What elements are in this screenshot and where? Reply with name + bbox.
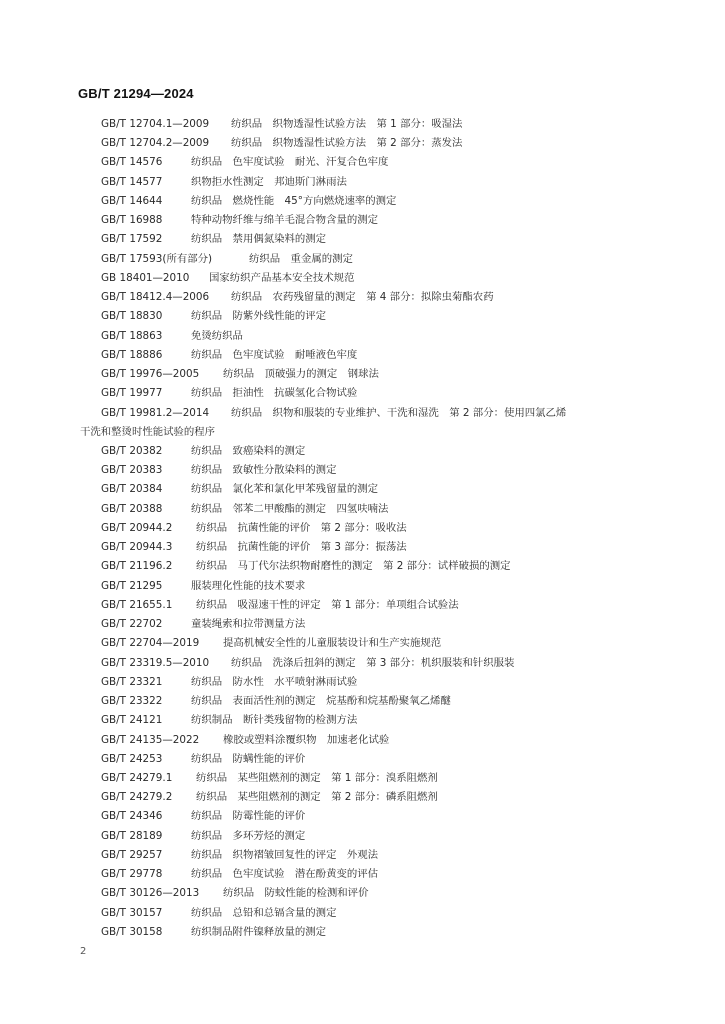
document-code-header: GB/T 21294—2024: [78, 86, 194, 101]
reference-title: 纺织品 抗菌性能的评价 第 3 部分：振荡法: [196, 541, 407, 554]
reference-title: 纺织制品附件镍释放量的测定: [191, 925, 327, 938]
reference-title: 提高机械安全性的儿童服装设计和生产实施规范: [223, 637, 442, 650]
reference-title: 纺织品 多环芳烃的测定: [191, 829, 306, 842]
reference-code: GB/T 12704.1—2009: [101, 118, 210, 130]
reference-code: GB/T 28189: [101, 829, 163, 842]
reference-code: GB/T 30158: [101, 925, 163, 938]
reference-title: 纺织品 洗涤后扭斜的测定 第 3 部分：机织服装和针织服装: [231, 656, 515, 669]
reference-code: GB/T 24279.1: [101, 771, 173, 784]
reference-item: [0, 384, 725, 403]
reference-title: 童装绳索和拉带测量方法: [191, 618, 306, 631]
reference-title: 织物拒水性测定 邦迪斯门淋雨法: [191, 175, 347, 188]
reference-code: GB/T 19981.2—2014: [101, 406, 210, 419]
reference-title: 纺织品 致癌染料的测定: [191, 444, 306, 457]
reference-title: 特种动物纤维与绵羊毛混合物含量的测定: [191, 214, 379, 227]
reference-title: 纺织品 防蚊性能的检测和评价: [223, 887, 369, 900]
reference-code: GB/T 20388: [101, 502, 163, 515]
reference-code: GB/T 21295: [101, 579, 163, 592]
reference-code: GB/T 18886: [101, 348, 163, 361]
reference-code: GB/T 16988: [101, 214, 163, 227]
reference-code: GB/T 30126—2013: [101, 887, 200, 900]
reference-title: 纺织品 织物透湿性试验方法 第 1 部分：吸湿法: [231, 118, 463, 130]
reference-item: [0, 904, 725, 923]
reference-code: GB/T 20944.2: [101, 521, 173, 534]
reference-title: 纺织品 某些阻燃剂的测定 第 1 部分：溴系阻燃剂: [196, 771, 438, 784]
reference-item: [0, 500, 725, 519]
reference-title: 纺织品 织物透湿性试验方法 第 2 部分：蒸发法: [231, 137, 463, 150]
reference-item: [0, 884, 725, 903]
reference-title: 纺织品 禁用偶氮染料的测定: [191, 233, 327, 246]
reference-code: GB/T 24279.2: [101, 791, 173, 804]
reference-item: [0, 327, 725, 346]
reference-code: GB/T 18863: [101, 329, 163, 342]
reference-code: GB/T 22702: [101, 618, 163, 631]
reference-code: GB/T 23321: [101, 675, 163, 688]
reference-title: 纺织品 表面活性剂的测定 烷基酚和烷基酚聚氧乙烯醚: [191, 695, 451, 708]
reference-item: [0, 846, 725, 865]
reference-item: [0, 153, 725, 172]
reference-code: GB/T 17592: [101, 233, 163, 246]
reference-item: [0, 115, 725, 134]
reference-item: [0, 731, 725, 750]
reference-item: [0, 577, 725, 596]
reference-item: [0, 538, 725, 557]
reference-code: GB/T 12704.2—2009: [101, 137, 210, 150]
reference-code: GB/T 14577: [101, 175, 163, 188]
reference-item: [0, 634, 725, 653]
reference-item: [0, 480, 725, 499]
reference-code: GB/T 21196.2: [101, 560, 173, 573]
reference-title: 纺织品 燃烧性能 45°方向燃烧速率的测定: [191, 194, 397, 207]
reference-title: 国家纺织产品基本安全技术规范: [209, 271, 355, 284]
reference-title: 橡胶或塑料涂覆织物 加速老化试验: [223, 733, 390, 746]
reference-code: GB/T 21655.1: [101, 598, 173, 611]
reference-title: 纺织品 色牢度试验 潜在酚黄变的评估: [191, 868, 379, 881]
reference-code: GB/T 14576: [101, 156, 163, 169]
reference-title: 纺织制品 断针类残留物的检测方法: [191, 714, 358, 727]
reference-item: [0, 788, 725, 807]
reference-title: 纺织品 邻苯二甲酸酯的测定 四氢呋喃法: [191, 502, 389, 515]
reference-code: GB/T 20383: [101, 464, 163, 477]
reference-item: [0, 211, 725, 230]
reference-item: [0, 346, 725, 365]
reference-item: [0, 404, 725, 423]
reference-item: [0, 365, 725, 384]
reference-title: 纺织品 农药残留量的测定 第 4 部分：拟除虫菊酯农药: [231, 291, 494, 304]
reference-code: GB/T 18412.4—2006: [101, 291, 210, 304]
reference-code: GB/T 20944.3: [101, 541, 173, 554]
reference-code: GB/T 14644: [101, 194, 163, 207]
reference-item: [0, 307, 725, 326]
reference-title: 纺织品 织物褶皱回复性的评定 外观法: [191, 848, 379, 861]
reference-item: [0, 807, 725, 826]
reference-title: 纺织品 致敏性分散染料的测定: [191, 464, 337, 477]
reference-title: 纺织品 重金属的测定: [249, 252, 353, 265]
reference-item: [0, 288, 725, 307]
reference-code: GB/T 18830: [101, 310, 163, 323]
reference-code: GB/T 20384: [101, 483, 163, 496]
page-number: 2: [80, 946, 87, 957]
reference-code: GB/T 23319.5—2010: [101, 656, 210, 669]
reference-item: [0, 769, 725, 788]
reference-code: GB/T 24121: [101, 714, 163, 727]
reference-title: 纺织品 防螨性能的评价: [191, 752, 306, 765]
reference-item: [0, 192, 725, 211]
reference-title: 纺织品 抗菌性能的评价 第 2 部分：吸收法: [196, 521, 407, 534]
reference-code: GB/T 24346: [101, 810, 163, 823]
reference-item: [0, 827, 725, 846]
reference-item: [0, 173, 725, 192]
reference-title: 免烫纺织品: [191, 329, 243, 342]
reference-code: GB/T 17593(所有部分): [101, 252, 213, 265]
reference-title: 服装理化性能的技术要求: [191, 579, 306, 592]
reference-item: [0, 442, 725, 461]
reference-code: GB/T 19976—2005: [101, 368, 200, 381]
reference-item: [0, 692, 725, 711]
reference-title: 纺织品 氯化苯和氯化甲苯残留量的测定: [191, 483, 379, 496]
reference-item: [0, 519, 725, 538]
reference-code: GB/T 20382: [101, 444, 163, 457]
reference-item: [0, 596, 725, 615]
reference-item: [0, 654, 725, 673]
reference-title: 纺织品 吸湿速干性的评定 第 1 部分：单项组合试验法: [196, 598, 459, 611]
reference-continuation: [0, 423, 725, 442]
reference-code: GB/T 19977: [101, 387, 163, 400]
reference-code: GB/T 29257: [101, 848, 163, 861]
reference-item: [0, 711, 725, 730]
normative-references-list: [0, 115, 725, 942]
reference-item: [0, 557, 725, 576]
reference-code: GB/T 23322: [101, 695, 163, 708]
reference-code: GB 18401—2010: [101, 271, 190, 284]
reference-title: 纺织品 色牢度试验 耐光、汗复合色牢度: [191, 156, 389, 169]
reference-item: [0, 865, 725, 884]
reference-title: 纺织品 防水性 水平喷射淋雨试验: [191, 675, 358, 688]
reference-item: [0, 673, 725, 692]
reference-code: GB/T 22704—2019: [101, 637, 200, 650]
reference-title: 纺织品 马丁代尔法织物耐磨性的测定 第 2 部分：试样破损的测定: [196, 560, 511, 573]
reference-code: GB/T 29778: [101, 868, 163, 881]
reference-code: GB/T 30157: [101, 906, 163, 919]
reference-title: 纺织品 某些阻燃剂的测定 第 2 部分：磷系阻燃剂: [196, 791, 438, 804]
reference-title: 纺织品 防紫外线性能的评定: [191, 310, 327, 323]
reference-item: [0, 250, 725, 269]
reference-item: [0, 615, 725, 634]
reference-title: 纺织品 拒油性 抗碳氢化合物试验: [191, 387, 358, 400]
reference-item: [0, 269, 725, 288]
reference-title: 纺织品 色牢度试验 耐唾液色牢度: [191, 348, 358, 361]
reference-title: 纺织品 织物和服装的专业维护、干洗和湿洗 第 2 部分：使用四氯乙烯: [231, 406, 567, 419]
reference-title: 纺织品 总铅和总镉含量的测定: [191, 906, 337, 919]
reference-code: GB/T 24135—2022: [101, 733, 200, 746]
reference-item: [0, 134, 725, 153]
reference-item: [0, 923, 725, 942]
reference-item: [0, 750, 725, 769]
reference-item: [0, 230, 725, 249]
reference-item: [0, 461, 725, 480]
reference-title: 纺织品 顶破强力的测定 钢球法: [223, 368, 379, 381]
reference-code: GB/T 24253: [101, 752, 163, 765]
reference-title: 纺织品 防霉性能的评价: [191, 810, 306, 823]
reference-title-continuation: 干洗和整烫时性能试验的程序: [80, 425, 216, 438]
